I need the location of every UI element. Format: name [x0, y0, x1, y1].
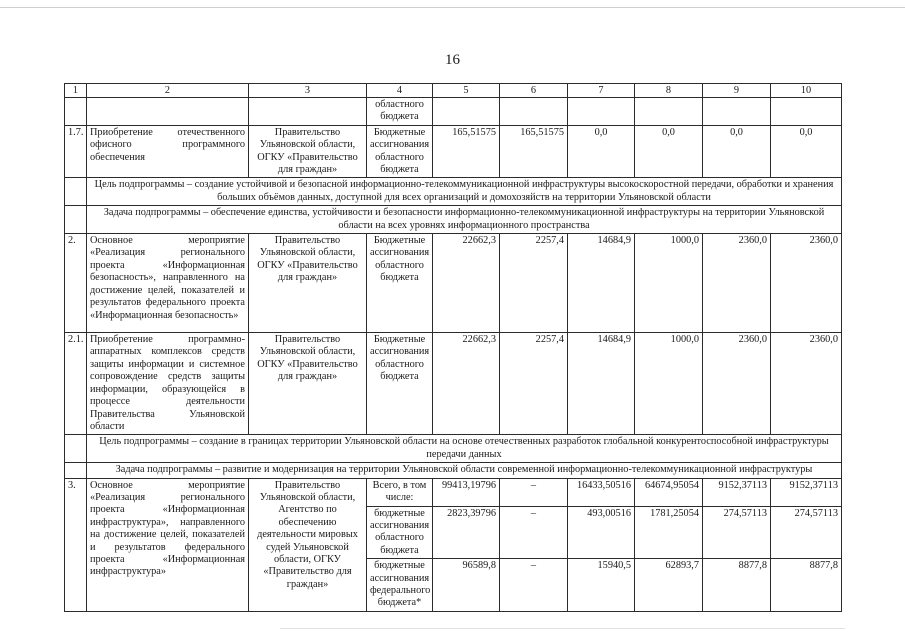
cell-name: Основное мероприятие «Реализация регионального проекта «Информационная инфраструктура», направленного на достижение целей, показателей и результатов федерального проекта «Информационная инфраструктура» [87, 478, 249, 611]
subprogram-goal: Цель подпрограммы – создание в границах территории Ульяновской области на основе отечественных разработок глобальной конкурентоспособной инфраструктуры передачи данных [87, 435, 842, 463]
cell-value: 1781,25054 [635, 506, 703, 559]
cell-value: 2257,4 [500, 234, 568, 333]
cell-executor: Правительство Ульяновской области, ОГКУ «Правительство для граждан» [249, 234, 367, 333]
cell-number: 1.7. [65, 125, 87, 178]
cell-value: – [500, 506, 568, 559]
subprogram-task: Задача подпрограммы – развитие и модернизация на территории Ульяновской области современной информационно-телекоммуникационной инфраструктуры [87, 463, 842, 478]
cell-value: 274,57113 [703, 506, 771, 559]
col-num-2: 2 [87, 84, 249, 98]
subprogram-goal: Цель подпрограммы – создание устойчивой и безопасной информационно-телекоммуникационной инфраструктуры высокоскоростной передачи, обработки и хранения больших объёмов данных, доступной для всех организаций и домохозяйств на территории Ульяновской области [87, 178, 842, 206]
cell-name: Приобретение программно-аппаратных комплексов средств защиты информации и системное сопровождение средств защиты информации, образующейся в процессе деятельности Правительства Ульяновской области [87, 333, 249, 435]
cell-value: 493,00516 [568, 506, 635, 559]
cell-value: 22662,3 [433, 234, 500, 333]
col-num-7: 7 [568, 84, 635, 98]
cell-value: 9152,37113 [771, 478, 842, 506]
goal-row [65, 435, 842, 463]
col-num-4: 4 [367, 84, 433, 98]
cell-value: 64674,95054 [635, 478, 703, 506]
column-number-row [65, 84, 842, 98]
cell-source: Всего, в том числе: [367, 478, 433, 506]
cell-value: 15940,5 [568, 559, 635, 612]
cell-value: 14684,9 [568, 234, 635, 333]
col-num-8: 8 [635, 84, 703, 98]
cell-name: Приобретение отечественного офисного программного обеспечения [87, 125, 249, 178]
cell-value: 0,0 [568, 125, 635, 178]
cell-executor: Правительство Ульяновской области, ОГКУ «Правительство для граждан» [249, 333, 367, 435]
col-num-5: 5 [433, 84, 500, 98]
cell-executor: Правительство Ульяновской области, Агентство по обеспечению деятельности мировых судей Ульяновской области, ОГКУ «Правительство для граждан» [249, 478, 367, 611]
page-number: 16 [445, 52, 460, 68]
cell-value: 2257,4 [500, 333, 568, 435]
table-row [65, 478, 842, 506]
cell-value: 2360,0 [771, 234, 842, 333]
cell-source: бюджетные ассигнования областного бюджета [367, 506, 433, 559]
cell-value: 16433,50516 [568, 478, 635, 506]
col-num-1: 1 [65, 84, 87, 98]
cell-value: 96589,8 [433, 559, 500, 612]
table-row [65, 333, 842, 435]
cell-value: 0,0 [703, 125, 771, 178]
cell-value: 62893,7 [635, 559, 703, 612]
cell-executor: Правительство Ульяновской области, ОГКУ «Правительство для граждан» [249, 125, 367, 178]
cell-value: 2360,0 [771, 333, 842, 435]
cell-value: 0,0 [771, 125, 842, 178]
cell-number: 2. [65, 234, 87, 333]
cell-value: 2360,0 [703, 333, 771, 435]
col-num-10: 10 [771, 84, 842, 98]
cell-number: 2.1. [65, 333, 87, 435]
cell-value: 8877,8 [703, 559, 771, 612]
cell-value: 8877,8 [771, 559, 842, 612]
col-num-3: 3 [249, 84, 367, 98]
col-num-9: 9 [703, 84, 771, 98]
budget-table [64, 83, 842, 612]
cell-value: 99413,19796 [433, 478, 500, 506]
cell-name: Основное мероприятие «Реализация регионального проекта «Информационная безопасность», направленного на достижение целей, показателей и результатов федерального проекта «Информационная безопасность» [87, 234, 249, 333]
table-row [65, 234, 842, 333]
subprogram-task: Задача подпрограммы – обеспечение единства, устойчивости и безопасности информационно-телекоммуникационной инфраструктуры на территории Ульяновской области на всех уровнях информационного пространства [87, 206, 842, 234]
cell-value: 2360,0 [703, 234, 771, 333]
cell-source: Бюджетные ассигнования областного бюджета [367, 234, 433, 333]
cell-source: Бюджетные ассигнования областного бюджета [367, 125, 433, 178]
cell-value: 22662,3 [433, 333, 500, 435]
goal-row [65, 178, 842, 206]
cell-value: 1000,0 [635, 234, 703, 333]
cell-value: – [500, 559, 568, 612]
cell-value: 9152,37113 [703, 478, 771, 506]
scan-artifact-line [280, 628, 845, 629]
cell-source: бюджетные ассигнования федерального бюджета* [367, 559, 433, 612]
cell-value: 14684,9 [568, 333, 635, 435]
cell-source: Бюджетные ассигнования областного бюджета [367, 333, 433, 435]
cell-value: 274,57113 [771, 506, 842, 559]
scan-artifact-line [0, 7, 905, 8]
table-row [65, 98, 842, 126]
cell-value: 1000,0 [635, 333, 703, 435]
task-row [65, 206, 842, 234]
table-row [65, 125, 842, 178]
cell-value: 0,0 [635, 125, 703, 178]
cell-value: 165,51575 [500, 125, 568, 178]
task-row [65, 463, 842, 478]
cell-value: 165,51575 [433, 125, 500, 178]
cell-value: 2823,39796 [433, 506, 500, 559]
cell-number: 3. [65, 478, 87, 611]
cell-value: – [500, 478, 568, 506]
col-num-6: 6 [500, 84, 568, 98]
cell-source: областного бюджета [367, 98, 433, 126]
